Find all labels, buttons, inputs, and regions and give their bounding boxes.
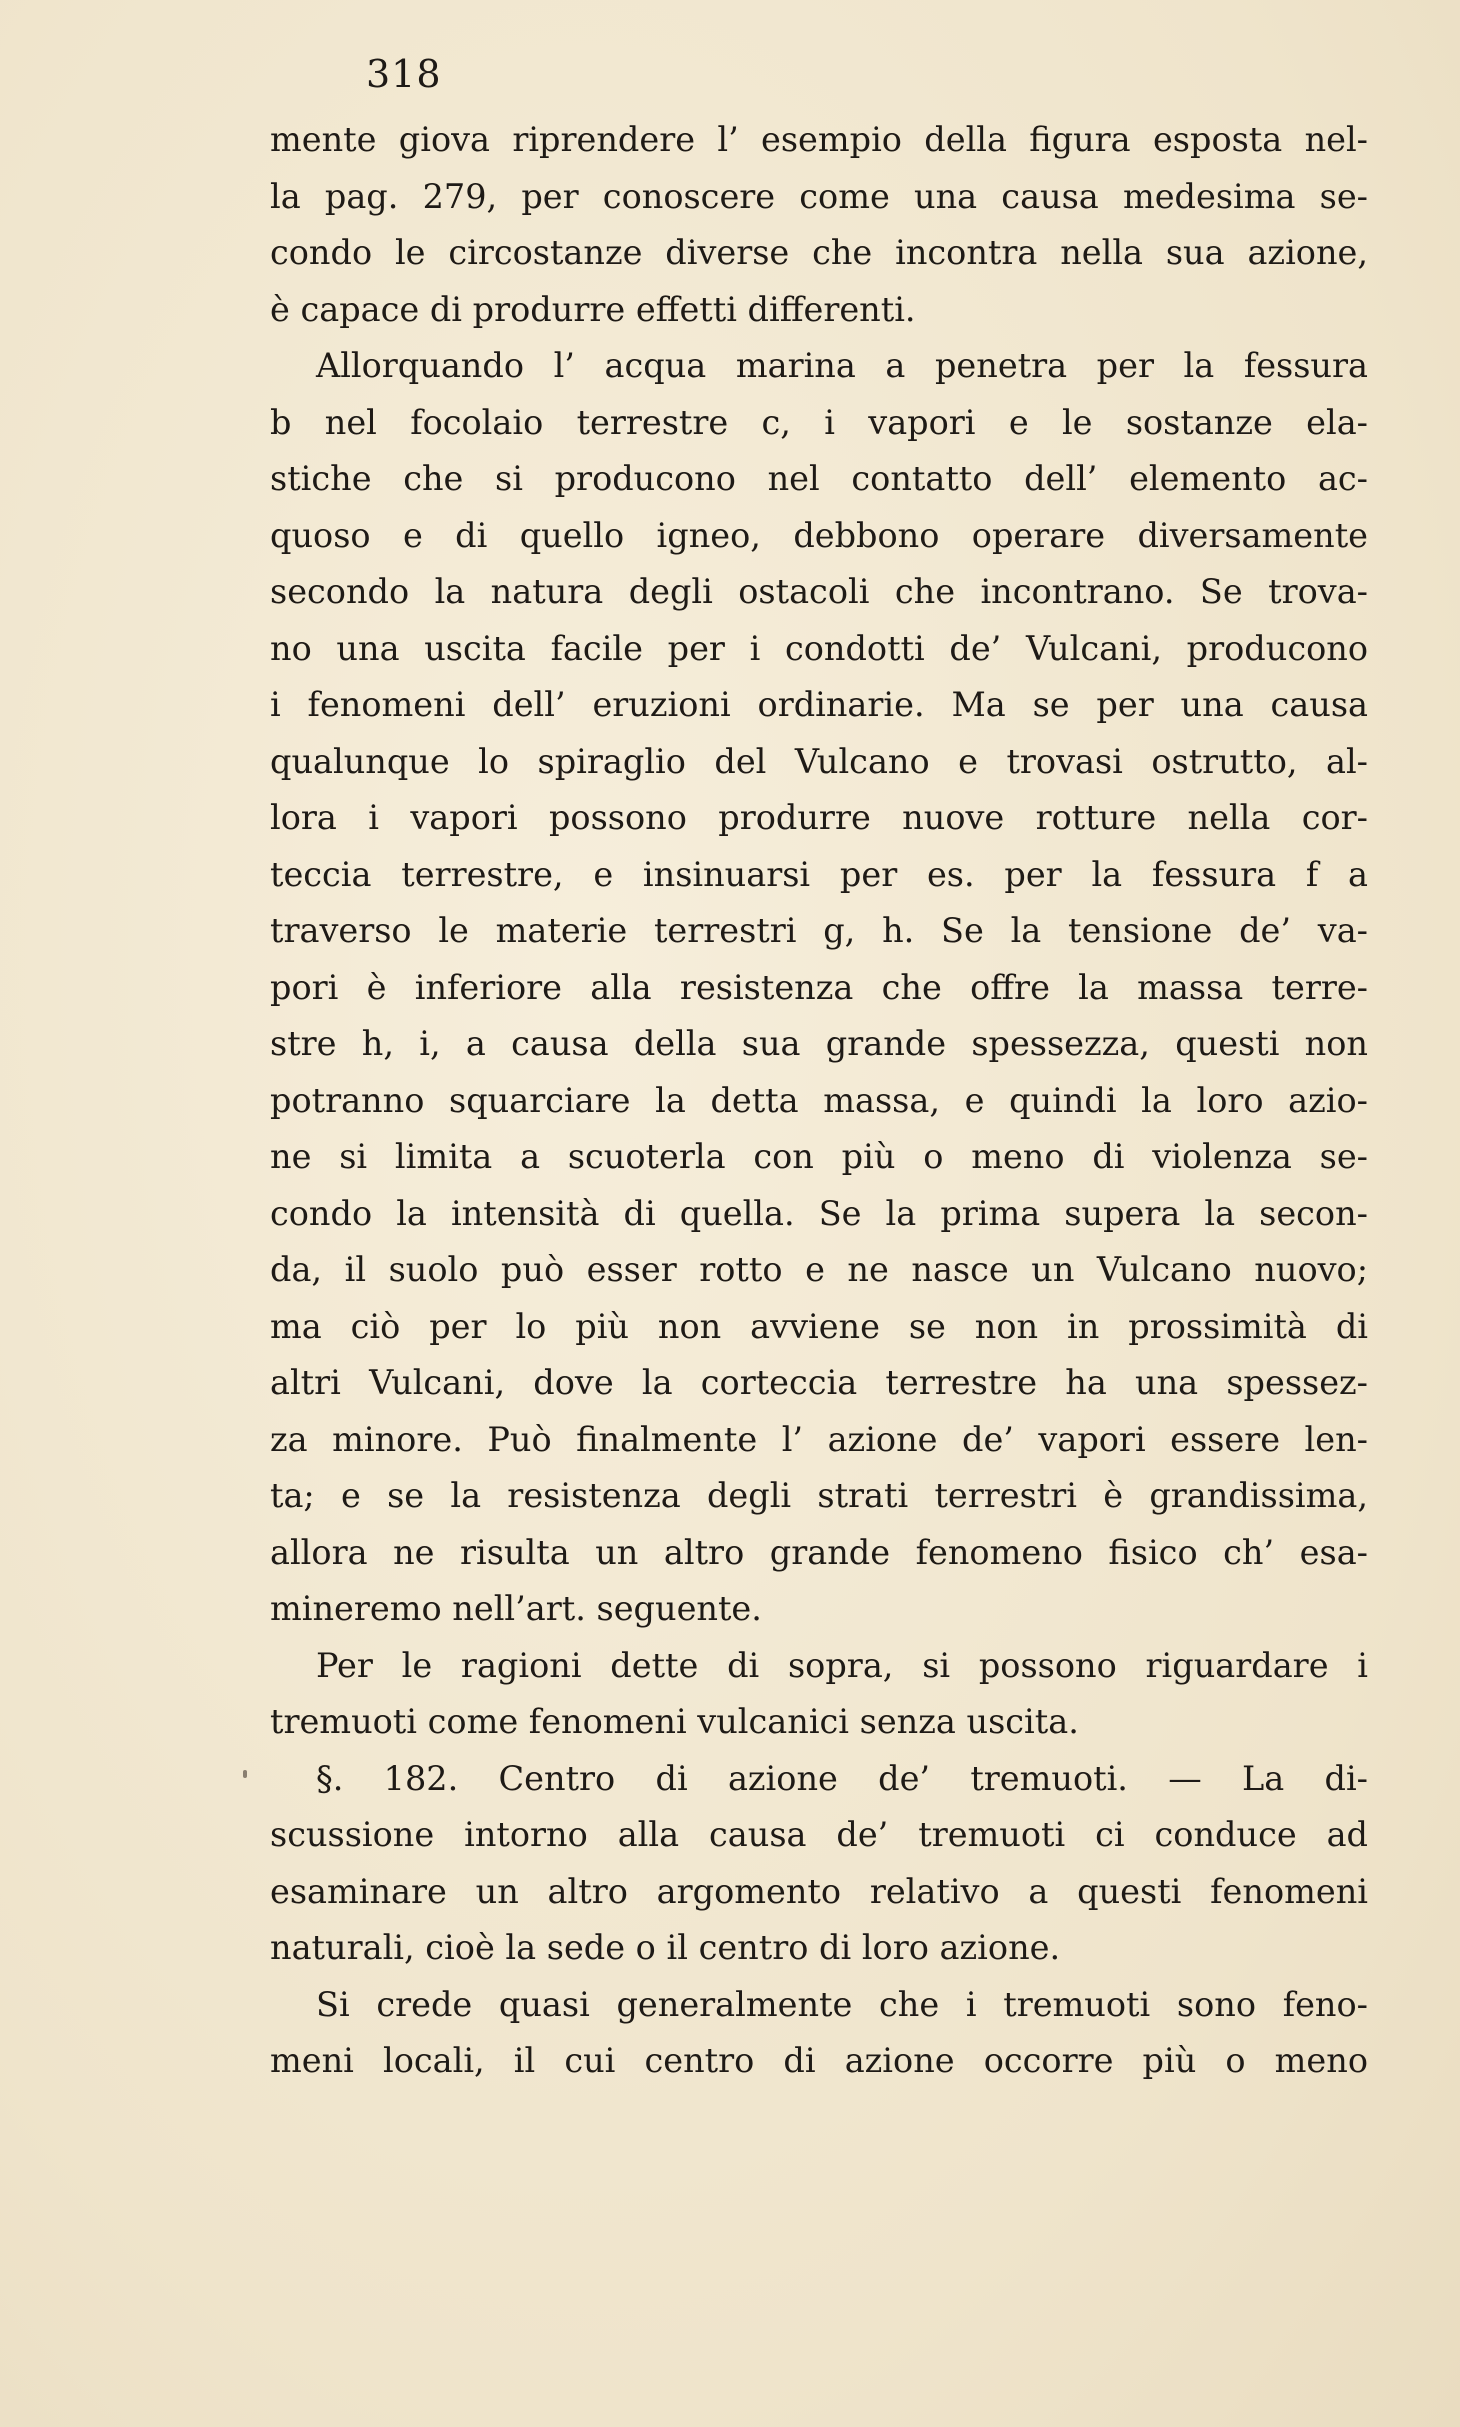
text-line: stiche che si producono nel contatto dell’ elemento ac- (270, 459, 1368, 498)
text-line: za minore. Può finalmente l’ azione de’ vapori essere len- (270, 1419, 1368, 1459)
text-line: condo la intensità di quella. Se la prima supera la secon- (270, 1193, 1368, 1233)
text-line: ne si limita a scuoterla con più o meno di violenza se- (270, 1137, 1368, 1176)
text-line: pori è inferiore alla resistenza che offre la massa terre- (270, 967, 1368, 1007)
text-line: Si crede quasi generalmente che i tremuoti sono feno- (316, 1984, 1368, 2024)
text-line: teccia terrestre, e insinuarsi per es. per la fessura f a (270, 854, 1368, 894)
text-line: la pag. 279, per conoscere come una causa medesima se- (270, 176, 1368, 216)
text-line: esaminare un altro argomento relativo a questi fenomeni (270, 1871, 1368, 1911)
text-line: è capace di produrre effetti differenti. (270, 289, 916, 329)
text-line: ma ciò per lo più non avviene se non in prossimità di (270, 1306, 1368, 1346)
text-line: scussione intorno alla causa de’ tremuoti ci conduce ad (270, 1815, 1368, 1854)
text-line: b nel focolaio terrestre c, i vapori e le sostanze ela- (270, 402, 1368, 442)
text-line: qualunque lo spiraglio del Vulcano e trovasi ostrutto, al- (270, 741, 1368, 781)
text-line: §. 182. Centro di azione de’ tremuoti. — La di- (316, 1758, 1368, 1798)
text-line: allora ne risulta un altro grande fenomeno fisico ch’ esa- (270, 1532, 1368, 1572)
text-line: lora i vapori possono produrre nuove rotture nella cor- (270, 798, 1368, 837)
text-line: secondo la natura degli ostacoli che incontrano. Se trova- (270, 572, 1368, 611)
text-line: traverso le materie terrestri g, h. Se la tensione de’ va- (270, 911, 1368, 950)
text-line: Allorquando l’ acqua marina a penetra per la fessura (316, 346, 1368, 385)
body-text (270, 112, 1368, 2090)
text-line: ta; e se la resistenza degli strati terrestri è grandissima, (270, 1476, 1368, 1515)
text-line: stre h, i, a causa della sua grande spessezza, questi non (270, 1024, 1368, 1063)
text-line: tremuoti come fenomeni vulcanici senza uscita. (270, 1702, 1079, 1741)
text-line: mente giova riprendere l’ esempio della figura esposta nel- (270, 120, 1368, 159)
text-line: potranno squarciare la detta massa, e quindi la loro azio- (270, 1080, 1368, 1120)
text-line: quoso e di quello igneo, debbono operare diversamente (270, 515, 1368, 555)
text-line: Per le ragioni dette di sopra, si possono riguardare i (316, 1645, 1368, 1685)
text-line: mineremo nell’art. seguente. (270, 1589, 762, 1628)
text-line: meni locali, il cui centro di azione occorre più o meno (270, 2041, 1368, 2080)
text-line: naturali, cioè la sede o il centro di loro azione. (270, 1928, 1061, 1967)
text-line: condo le circostanze diverse che incontra nella sua azione, (270, 233, 1368, 272)
ink-speck (243, 1770, 247, 1778)
page-number: 318 (366, 52, 442, 96)
text-line: altri Vulcani, dove la corteccia terrestre ha una spessez- (270, 1363, 1368, 1402)
text-line: no una uscita facile per i condotti de’ Vulcani, producono (270, 628, 1368, 668)
text-line: i fenomeni dell’ eruzioni ordinarie. Ma se per una causa (270, 685, 1368, 724)
text-line: da, il suolo può esser rotto e ne nasce un Vulcano nuovo; (270, 1250, 1368, 1289)
